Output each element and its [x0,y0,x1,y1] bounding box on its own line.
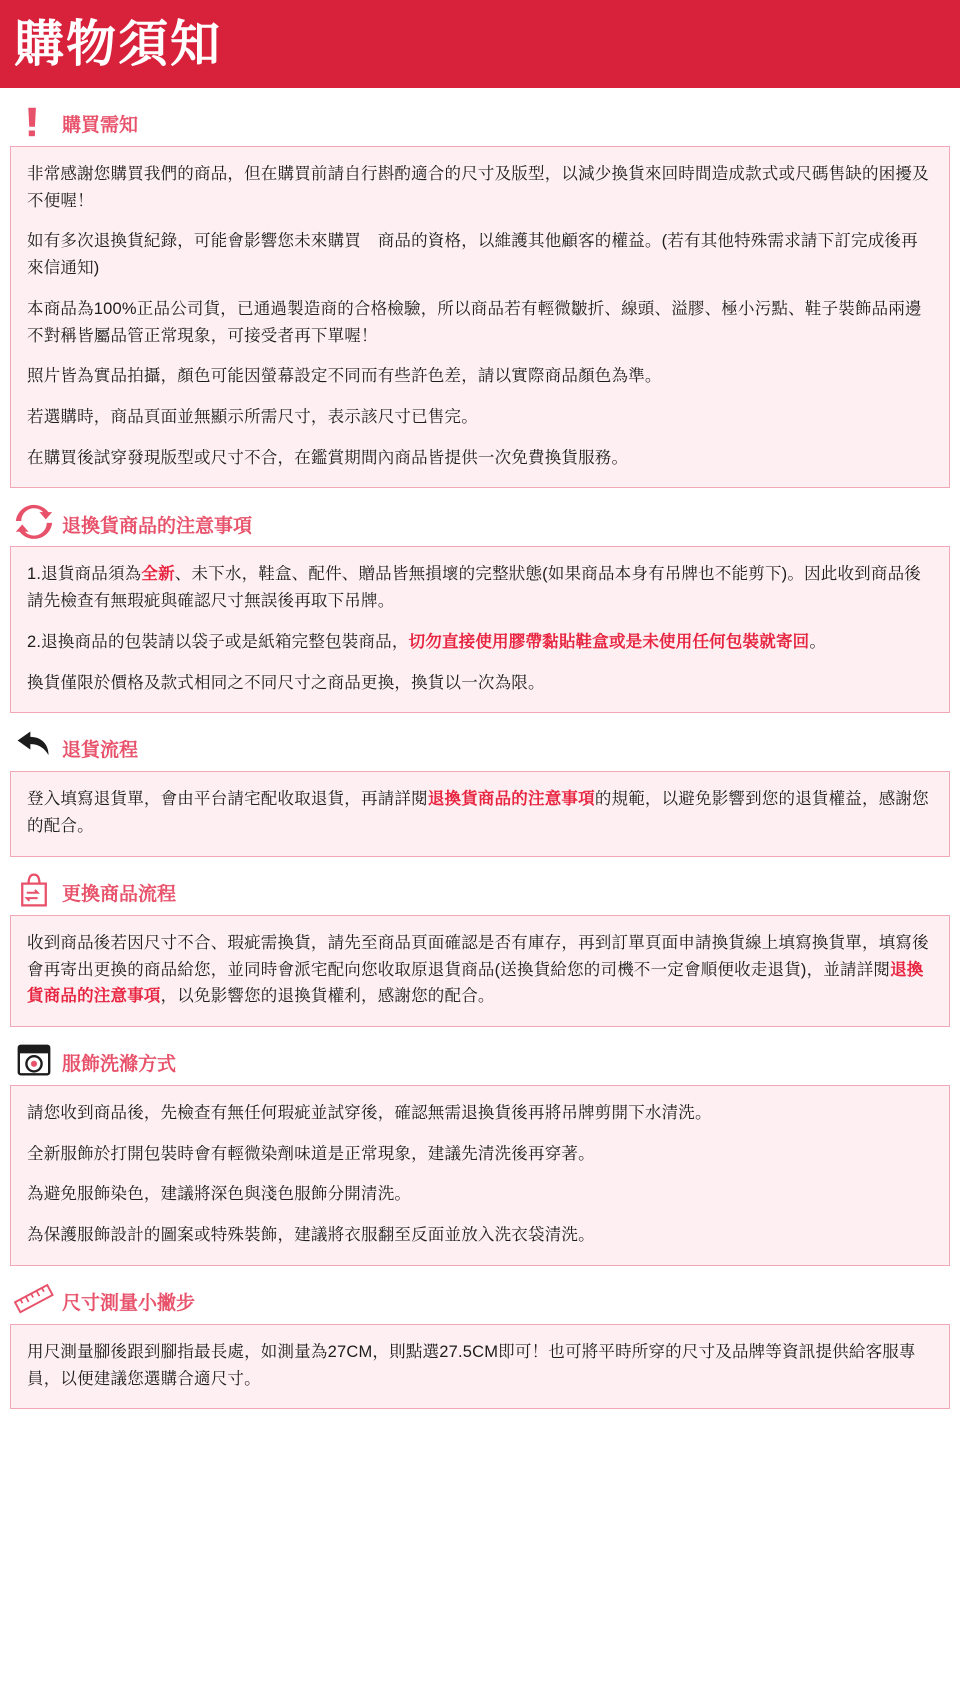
refresh-exchange-icon [14,502,54,540]
body-text: 本商品為100%正品公司貨，已通過製造商的合格檢驗，所以商品若有輕微皺折、線頭、溢膠、極小污點、鞋子裝飾品兩邊不對稱皆屬品管正常現象，可接受者再下單喔！ [27,299,922,345]
section-header [10,713,950,769]
emphasis-text: 全新 [141,565,175,584]
body-text: 為保護服飾設計的圖案或特殊裝飾，建議將衣服翻至反面並放入洗衣袋清洗。 [27,1226,595,1245]
page-title: 購物須知 [14,16,222,72]
section-title: 購買需知 [62,115,139,137]
body-text: 的規範，以避免影響到您的退貨權益，感謝您的配合。 [27,790,929,836]
section-body [10,915,950,1027]
section-header [10,88,950,144]
washing-machine-icon [14,1041,54,1079]
body-text: ，以免影響您的退換貨權利，感謝您的配合。 [160,987,495,1006]
paragraph [27,1222,933,1249]
body-text: 2.退換商品的包裝請以袋子或是紙箱完整包裝商品， [27,632,409,651]
paragraph [27,363,933,390]
page-banner [0,0,960,88]
body-text: 用尺測量腳後跟到腳指最長處，如測量為27CM，則點選27.5CM即可！也可將平時所穿的尺寸及品牌等資訊提供給客服專員，以便建議您選購合適尺寸。 [27,1342,916,1388]
paragraph [27,404,933,431]
body-text: 若選購時，商品頁面並無顯示所需尺寸，表示該尺寸已售完。 [27,408,478,427]
body-text: 全新服飾於打開包裝時會有輕微染劑味道是正常現象，建議先清洗後再穿著。 [27,1144,595,1163]
section-header [10,1266,950,1322]
paragraph [27,561,933,614]
section-title: 退貨流程 [62,740,139,762]
section-header [10,1027,950,1083]
section [10,1266,950,1409]
body-text: 如有多次退換貨紀錄，可能會影響您未來購買 商品的資格，以維護其他顧客的權益。(若有其他特殊需求請下訂完成後再來信通知) [27,232,918,278]
return-arrow-icon [14,727,54,765]
paragraph [27,1141,933,1168]
section-body [10,146,950,488]
body-text: 1.退貨商品須為 [27,565,142,584]
body-text: 。 [809,632,827,651]
paragraph [27,161,933,214]
body-text: 請您收到商品後，先檢查有無任何瑕疵並試穿後，確認無需退換貨後再將吊牌剪開下水清洗。 [27,1103,712,1122]
exclamation-icon [14,102,54,140]
section-body [10,546,950,713]
body-text: 照片皆為實品拍攝，顏色可能因螢幕設定不同而有些許色差，請以實際商品顏色為準。 [27,367,662,386]
emphasis-text: 切勿直接使用膠帶黏貼鞋盒或是未使用任何包裝就寄回 [408,632,810,651]
section [10,88,950,488]
body-text: 在購買後試穿發現版型或尺寸不合，在鑑賞期間內商品皆提供一次免費換貨服務。 [27,448,629,467]
section-title: 服飾洗滌方式 [62,1054,177,1076]
paragraph [27,296,933,349]
section [10,713,950,856]
section-title: 尺寸測量小撇步 [62,1292,196,1314]
paragraph [27,228,933,281]
paragraph [27,786,933,839]
emphasis-text: 退換貨商品的注意事項 [27,960,924,1006]
ruler-icon [14,1280,54,1318]
section-body [10,1085,950,1266]
paragraph [27,670,933,697]
body-text: 登入填寫退貨單，會由平台請宅配收取退貨，再請詳閱 [27,790,428,809]
exchange-bag-icon [14,871,54,909]
paragraph [27,1181,933,1208]
section-header [10,857,950,913]
body-text: 非常感謝您購買我們的商品，但在購買前請自行斟酌適合的尺寸及版型，以減少換貨來回時間造成款式或尺碼售缺的困擾及不便喔！ [27,165,929,210]
section [10,488,950,713]
paragraph [27,445,933,472]
paragraph [27,1339,933,1392]
body-text: 、未下水，鞋盒、配件、贈品皆無損壞的完整狀態(如果商品本身有吊牌也不能剪下)。因此收到商品後請先檢查有無瑕疵與確認尺寸無誤後再取下吊牌。 [27,565,921,611]
body-text: 換貨僅限於價格及款式相同之不同尺寸之商品更換，換貨以一次為限。 [27,673,545,692]
section-body [10,771,950,856]
section-title: 更換商品流程 [62,883,177,905]
section-body [10,1324,950,1409]
sections-container [0,88,960,1409]
body-text: 為避免服飾染色，建議將深色與淺色服飾分開清洗。 [27,1185,412,1204]
paragraph [27,930,933,1010]
paragraph [27,629,933,656]
section [10,857,950,1027]
section-header [10,488,950,544]
emphasis-text: 退換貨商品的注意事項 [427,790,595,809]
paragraph [27,1100,933,1127]
section-title: 退換貨商品的注意事項 [62,515,253,537]
section [10,1027,950,1266]
body-text: 收到商品後若因尺寸不合、瑕疵需換貨，請先至商品頁面確認是否有庫存，再到訂單頁面申請換貨線上填寫換貨單，填寫後會再寄出更換的商品給您，並同時會派宅配向您收取原退貨商品(送換貨給您的司機不一定會順便收走退貨)，並請詳閱 [27,933,929,979]
